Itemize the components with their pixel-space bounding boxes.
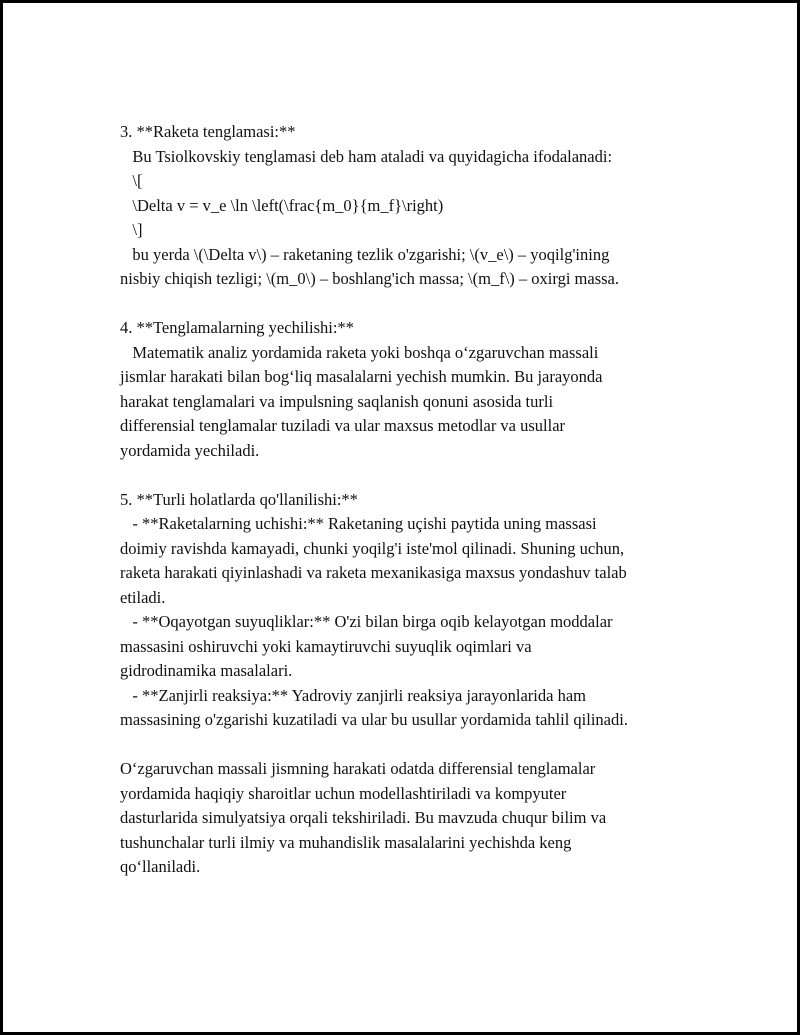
formula-body: \Delta v = v_e \ln \left(\frac{m_0}{m_f}\right) [120, 195, 444, 215]
paragraph-line: harakat tenglamalari va impulsning saqlanish qonuni asosida turli [120, 391, 554, 411]
list-item-line: etiladi. [120, 587, 166, 607]
paragraph-line: nisbiy chiqish tezligi; \(m_0\) – boshlang'ich massa; \(m_f\) – oxirgi massa. [120, 269, 619, 288]
paragraph-gap [120, 733, 700, 758]
paragraph-line: O‘zgaruvchan massali jismning harakati odatda differensial tenglamalar [120, 759, 596, 778]
list-item-line: - **Raketalarning uchishi:** Raketaning uçishi paytida uning massasi [120, 514, 597, 533]
section-heading: 4. **Tenglamalarning yechilishi:** [120, 318, 354, 337]
document-body [120, 120, 700, 880]
list-item-line: - **Oqayotgan suyuqliklar:** O'zi bilan birga oqib kelayotgan moddalar [120, 612, 613, 631]
paragraph-line: yordamida yechiladi. [120, 440, 260, 460]
paragraph-line: qo‘llaniladi. [120, 857, 201, 876]
paragraph-gap [120, 463, 700, 488]
list-item-line: massasini oshiruvchi yoki kamaytiruvchi suyuqlik oqimlari va [120, 636, 532, 656]
paragraph-line: Matematik analiz yordamida raketa yoki boshqa o‘zgaruvchan massali [120, 342, 599, 362]
formula-open: \[ [120, 171, 143, 190]
paragraph-line: differensial tenglamalar tuziladi va ular maxsus metodlar va usullar [120, 416, 566, 435]
section-raketa-tenglamasi [120, 120, 700, 292]
section-tenglamalarning-yechilishi [120, 316, 700, 463]
list-item-line: raketa harakati qiyinlashadi va raketa mexanikasiga maxsus yondashuv talab [120, 563, 627, 582]
paragraph-line: tushunchalar turli ilmiy va muhandislik masalalarini yechishda keng [120, 832, 572, 852]
paragraph-gap [120, 292, 700, 317]
formula-close: \] [120, 220, 143, 239]
list-item-line: massasining o'zgarishi kuzatiladi va ular bu usullar yordamida tahlil qilinadi. [120, 710, 628, 729]
section-turli-holatlarda [120, 488, 700, 733]
list-item-line: doimiy ravishda kamayadi, chunki yoqilg'i iste'mol qilinadi. Shuning uchun, [120, 538, 625, 558]
paragraph-line: bu yerda \(\Delta v\) – raketaning tezlik o'zgarishi; \(v_e\) – yoqilg'ining [120, 244, 610, 264]
conclusion-paragraph [120, 757, 700, 880]
paragraph-line: jismlar harakati bilan bog‘liq masalalarni yechish mumkin. Bu jarayonda [120, 367, 603, 386]
list-item-line: - **Zanjirli reaksiya:** Yadroviy zanjirli reaksiya jarayonlarida ham [120, 685, 586, 705]
paragraph-line: dasturlarida simulyatsiya orqali tekshiriladi. Bu mavzuda chuqur bilim va [120, 808, 607, 827]
section-heading: 5. **Turli holatlarda qo'llanilishi:** [120, 489, 358, 509]
list-item-line: gidrodinamika masalalari. [120, 661, 293, 680]
paragraph-line: Bu Tsiolkovskiy tenglamasi deb ham ataladi va quyidagicha ifodalanadi: [120, 146, 613, 166]
section-heading: 3. **Raketa tenglamasi:** [120, 122, 296, 141]
paragraph-line: yordamida haqiqiy sharoitlar uchun modellashtiriladi va kompyuter [120, 783, 567, 803]
